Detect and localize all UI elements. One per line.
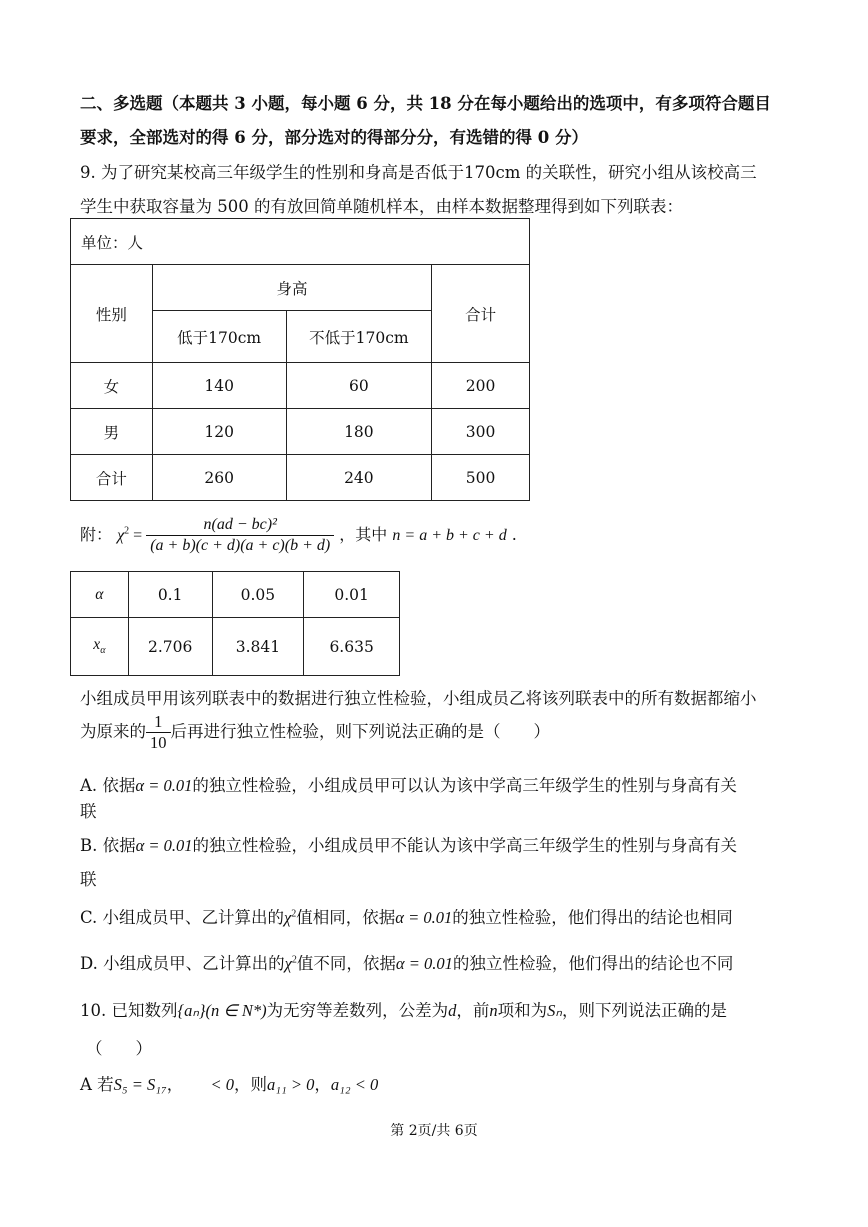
chi-symbol: χ	[284, 954, 292, 973]
q9-stem-line3: 小组成员甲用该列联表中的数据进行独立性检验，小组成员乙将该列联表中的所有数据都缩小	[80, 689, 757, 708]
option-text: ，	[314, 1075, 331, 1094]
formula-suffix: ，其中	[339, 525, 388, 544]
one-tenth-fraction	[146, 712, 171, 753]
option-text: ，则	[234, 1075, 268, 1094]
q10-stem	[80, 997, 727, 1021]
chi-symbol: χ	[284, 908, 292, 927]
chi-exponent: 2	[124, 525, 130, 537]
q10-option-a[interactable]	[80, 1071, 378, 1095]
option-text: A. 依据	[80, 776, 136, 795]
alpha-value: 0.05	[212, 572, 304, 618]
option-math: α = 0.01	[395, 954, 453, 973]
q10-text: ，则下列说法正确的是	[561, 1001, 727, 1020]
q9-option-a-cont: 联	[80, 802, 97, 821]
critical-value: 6.635	[304, 618, 400, 676]
option-text: 若	[97, 1075, 114, 1094]
cell: 60	[286, 363, 432, 409]
formula-prefix: 附：	[80, 525, 113, 544]
q10-math: {aₙ}	[177, 1001, 206, 1020]
q10-math: (n ∈ N*)	[205, 1001, 267, 1020]
cell: 500	[432, 455, 530, 501]
q9-text: 为原来的	[80, 722, 146, 741]
option-text: D. 小组成员甲、乙计算出的	[80, 954, 285, 973]
header-gender: 性别	[71, 265, 153, 363]
option-text: B. 依据	[80, 836, 136, 855]
chi-symbol: χ	[117, 527, 125, 544]
cell: 300	[432, 409, 530, 455]
critical-value: 2.706	[128, 618, 212, 676]
q9-option-a[interactable]	[80, 772, 737, 796]
chi-exponent: 2	[291, 954, 297, 966]
q9-text: 后再进行独立性检验，则下列说法正确的是（ ）	[170, 722, 550, 741]
q9-option-b[interactable]	[80, 832, 737, 856]
header-height: 身高	[152, 265, 431, 311]
option-math: α = 0.01	[135, 776, 193, 795]
q9-option-c[interactable]	[80, 904, 733, 928]
option-math: < 0	[210, 1075, 235, 1094]
option-math: a₁₂ < 0	[330, 1075, 379, 1094]
option-math: a₁₁ > 0	[267, 1075, 315, 1094]
option-math: α = 0.01	[395, 908, 453, 927]
formula-period: .	[511, 525, 517, 544]
option-text: 的独立性检验，小组成员甲不能认为该中学高三年级学生的性别与身高有关	[192, 836, 738, 855]
cell: 140	[152, 363, 286, 409]
section-title-line1: 二、多选题（本题共 3 小题，每小题 6 分，共 18 分在每小题给出的选项中，有多项符合题目	[80, 94, 771, 113]
option-text: 值不同，依据	[296, 954, 396, 973]
critical-value-table	[70, 571, 400, 676]
chi-square-formula	[80, 515, 517, 556]
option-letter: A	[80, 1075, 92, 1094]
frac-denominator: 10	[150, 733, 167, 752]
q10-text: 10. 已知数列	[80, 1001, 178, 1020]
option-text: 的独立性检验，小组成员甲可以认为该中学高三年级学生的性别与身高有关	[192, 776, 737, 795]
x-alpha-head	[71, 618, 129, 676]
formula-numerator: n(ad − bc)²	[146, 515, 334, 536]
formula-n-def: n = a + b + c + d	[392, 527, 507, 544]
row-label: 合计	[71, 455, 153, 501]
cell: 180	[286, 409, 432, 455]
alpha-value: 0.01	[304, 572, 400, 618]
q10-text: ，前	[456, 1001, 490, 1020]
subheader-low: 低于170cm	[152, 311, 286, 363]
q9-stem-line2: 学生中获取容量为 500 的有放回简单随机样本，由样本数据整理得到如下列联表：	[80, 197, 683, 216]
alpha-head: α	[71, 572, 129, 618]
cell: 260	[152, 455, 286, 501]
q10-math: Sₙ	[547, 1001, 562, 1020]
q9-stem-line4	[80, 712, 550, 753]
cell: 200	[432, 363, 530, 409]
table-unit: 单位：人	[71, 219, 530, 265]
q10-math: n	[489, 1001, 498, 1020]
q10-math: d	[448, 1001, 457, 1020]
page-footer: 第 2页/共 6页	[390, 1123, 478, 1139]
section-title-line2: 要求，全部选对的得 6 分，部分选对的得部分分，有选错的得 0 分）	[80, 128, 588, 147]
row-label: 女	[71, 363, 153, 409]
chi-exponent: 2	[291, 908, 297, 920]
alpha-value: 0.1	[128, 572, 212, 618]
critical-value: 3.841	[212, 618, 304, 676]
formula-denominator: (a + b)(c + d)(a + c)(b + d)	[150, 537, 331, 554]
cell: 120	[152, 409, 286, 455]
formula-fraction	[146, 515, 334, 556]
subheader-high: 不低于170cm	[286, 311, 432, 363]
option-math: α = 0.01	[135, 836, 193, 855]
header-total: 合计	[432, 265, 530, 363]
option-text: 的独立性检验，他们得出的结论也相同	[452, 908, 733, 927]
q9-option-b-cont: 联	[80, 870, 97, 889]
x-symbol: x	[93, 636, 101, 654]
cell: 240	[286, 455, 432, 501]
option-text: ，	[166, 1075, 184, 1094]
frac-numerator: 1	[146, 712, 171, 733]
option-text: C. 小组成员甲、乙计算出的	[80, 908, 285, 927]
row-label: 男	[71, 409, 153, 455]
contingency-table	[70, 218, 530, 501]
q10-text: 项和为	[497, 1001, 548, 1020]
q9-stem-line1: 9. 为了研究某校高三年级学生的性别和身高是否低于170cm 的关联性，研究小组从该校高三	[80, 163, 757, 182]
q10-text: 为无穷等差数列，公差为	[266, 1001, 449, 1020]
x-subscript: α	[100, 645, 106, 657]
q9-option-d[interactable]	[80, 950, 733, 974]
option-math: S₅ = S₁₇	[113, 1075, 167, 1094]
q10-answer-paren: （ ）	[86, 1039, 152, 1058]
option-text: 的独立性检验，他们得出的结论也不同	[452, 954, 734, 973]
formula-eq: =	[129, 527, 147, 544]
option-text: 值相同，依据	[296, 908, 396, 927]
